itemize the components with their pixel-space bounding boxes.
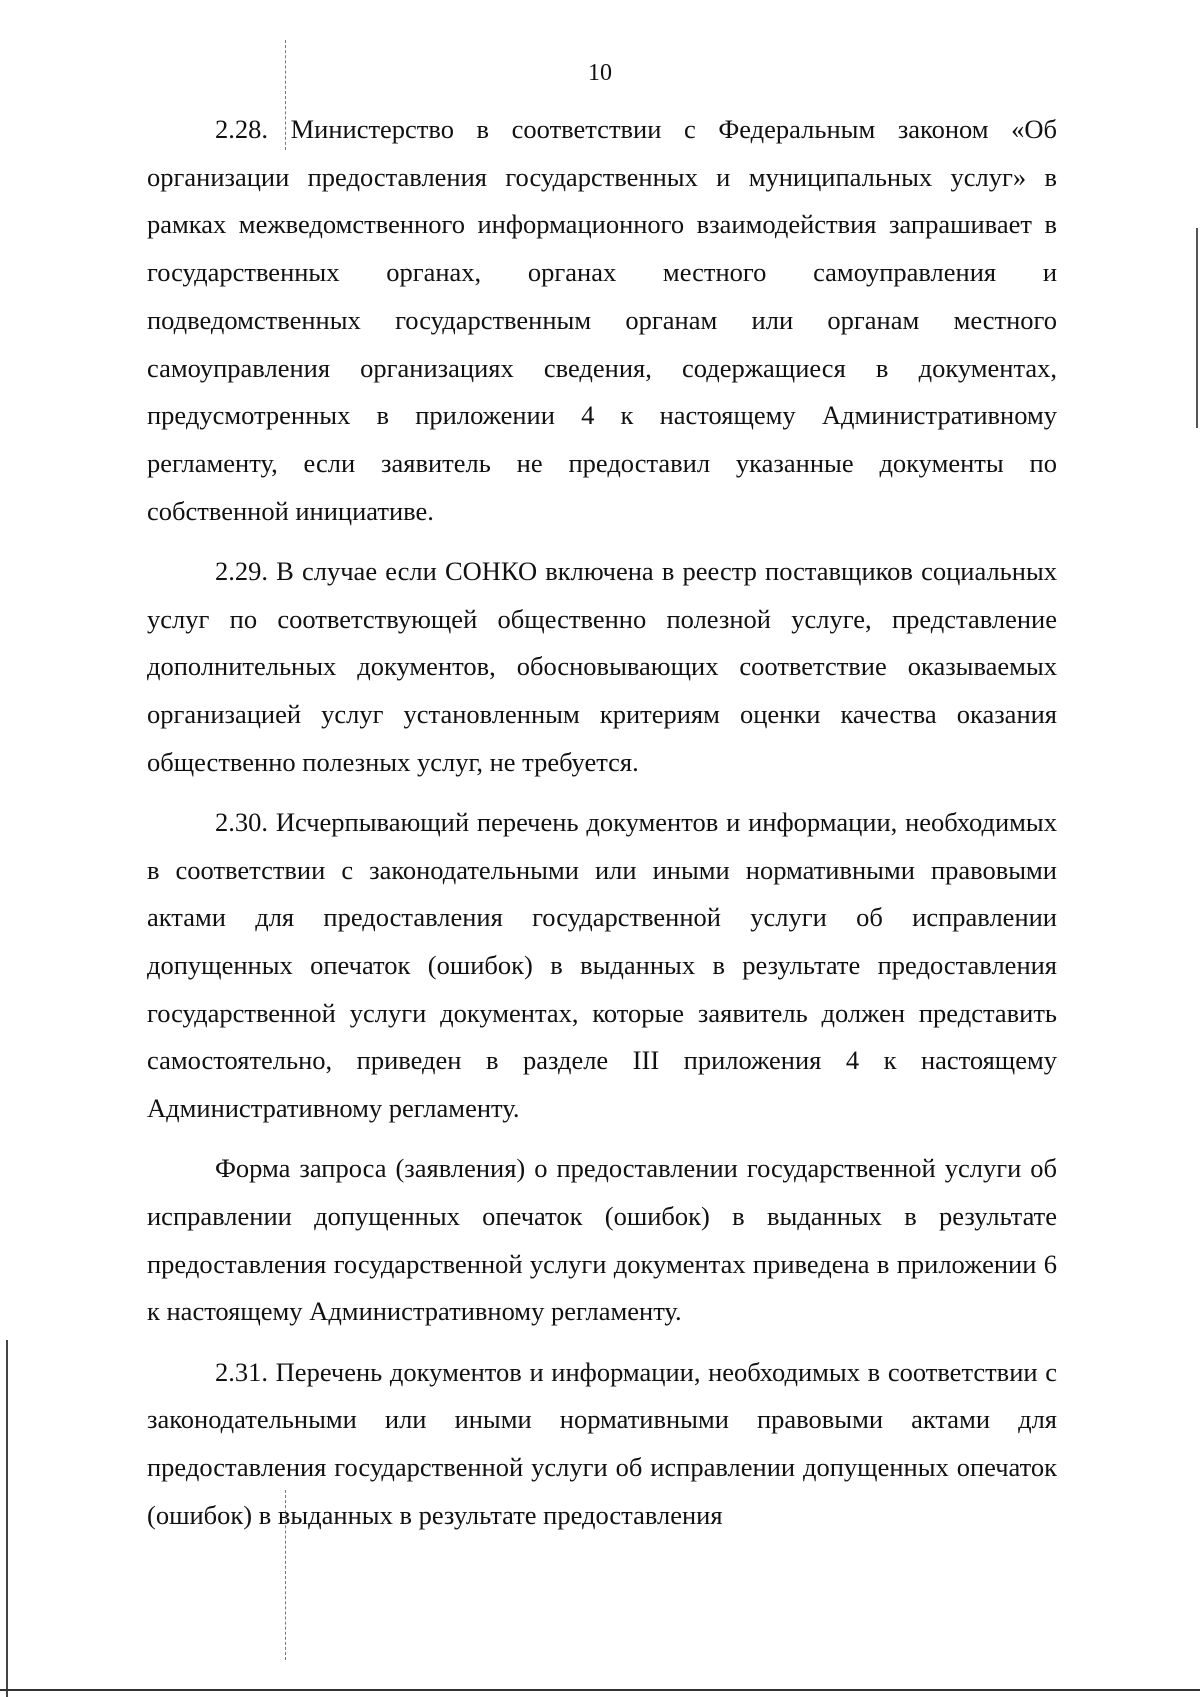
paragraph-request-form: Форма запроса (заявления) о предоставлении государственной услуги об исправлении допущенных опечаток (ошибок) в выданных в результате предоставления государственной услуги документах приведена в приложении 6 к настоящему Административному регламенту.: [147, 1153, 1057, 1327]
scan-edge-left: [6, 1340, 8, 1697]
paragraph-2-30: 2.30. Исчерпывающий перечень документов и информации, необходимых в соответствии с законодательными или иными нормативными правовыми актами для предоставления государственной услуги об исправлении допущенных опечаток (ошибок) в выданных в результате предоставления государственной услуги документах, которые заявитель должен представить самостоятельно, приведен в разделе III приложения 4 к настоящему Административному регламенту.: [147, 806, 1057, 1124]
document-body: [147, 106, 1057, 1539]
scan-edge-bottom: [0, 1689, 1200, 1691]
paragraph-2-29: 2.29. В случае если СОНКО включена в реестр поставщиков социальных услуг по соответствующей общественно полезной услуге, представление дополнительных документов, обосновывающих соответствие оказываемых организацией услуг установленным критериям оценки качества оказания общественно полезных услуг, не требуется.: [147, 555, 1057, 777]
paragraph-2-28: 2.28. Министерство в соответствии с Федеральным законом «Об организации предоставления государственных и муниципальных услуг» в рамках межведомственного информационного взаимодействия запрашивает в государственных органах, органах местного самоуправления и подведомственных государственным органам или органам местного самоуправления организациях сведения, содержащиеся в документах, предусмотренных в приложении 4 к настоящему Административному регламенту, если заявитель не предоставил указанные документы по собственной инициативе.: [147, 114, 1057, 526]
paragraph-2-31: 2.31. Перечень документов и информации, необходимых в соответствии с законодательными или иными нормативными правовыми актами для предоставления государственной услуги об исправлении допущенных опечаток (ошибок) в выданных в результате предоставления: [147, 1356, 1057, 1530]
page-number: 10: [588, 60, 612, 86]
scan-edge-right: [1196, 228, 1198, 428]
